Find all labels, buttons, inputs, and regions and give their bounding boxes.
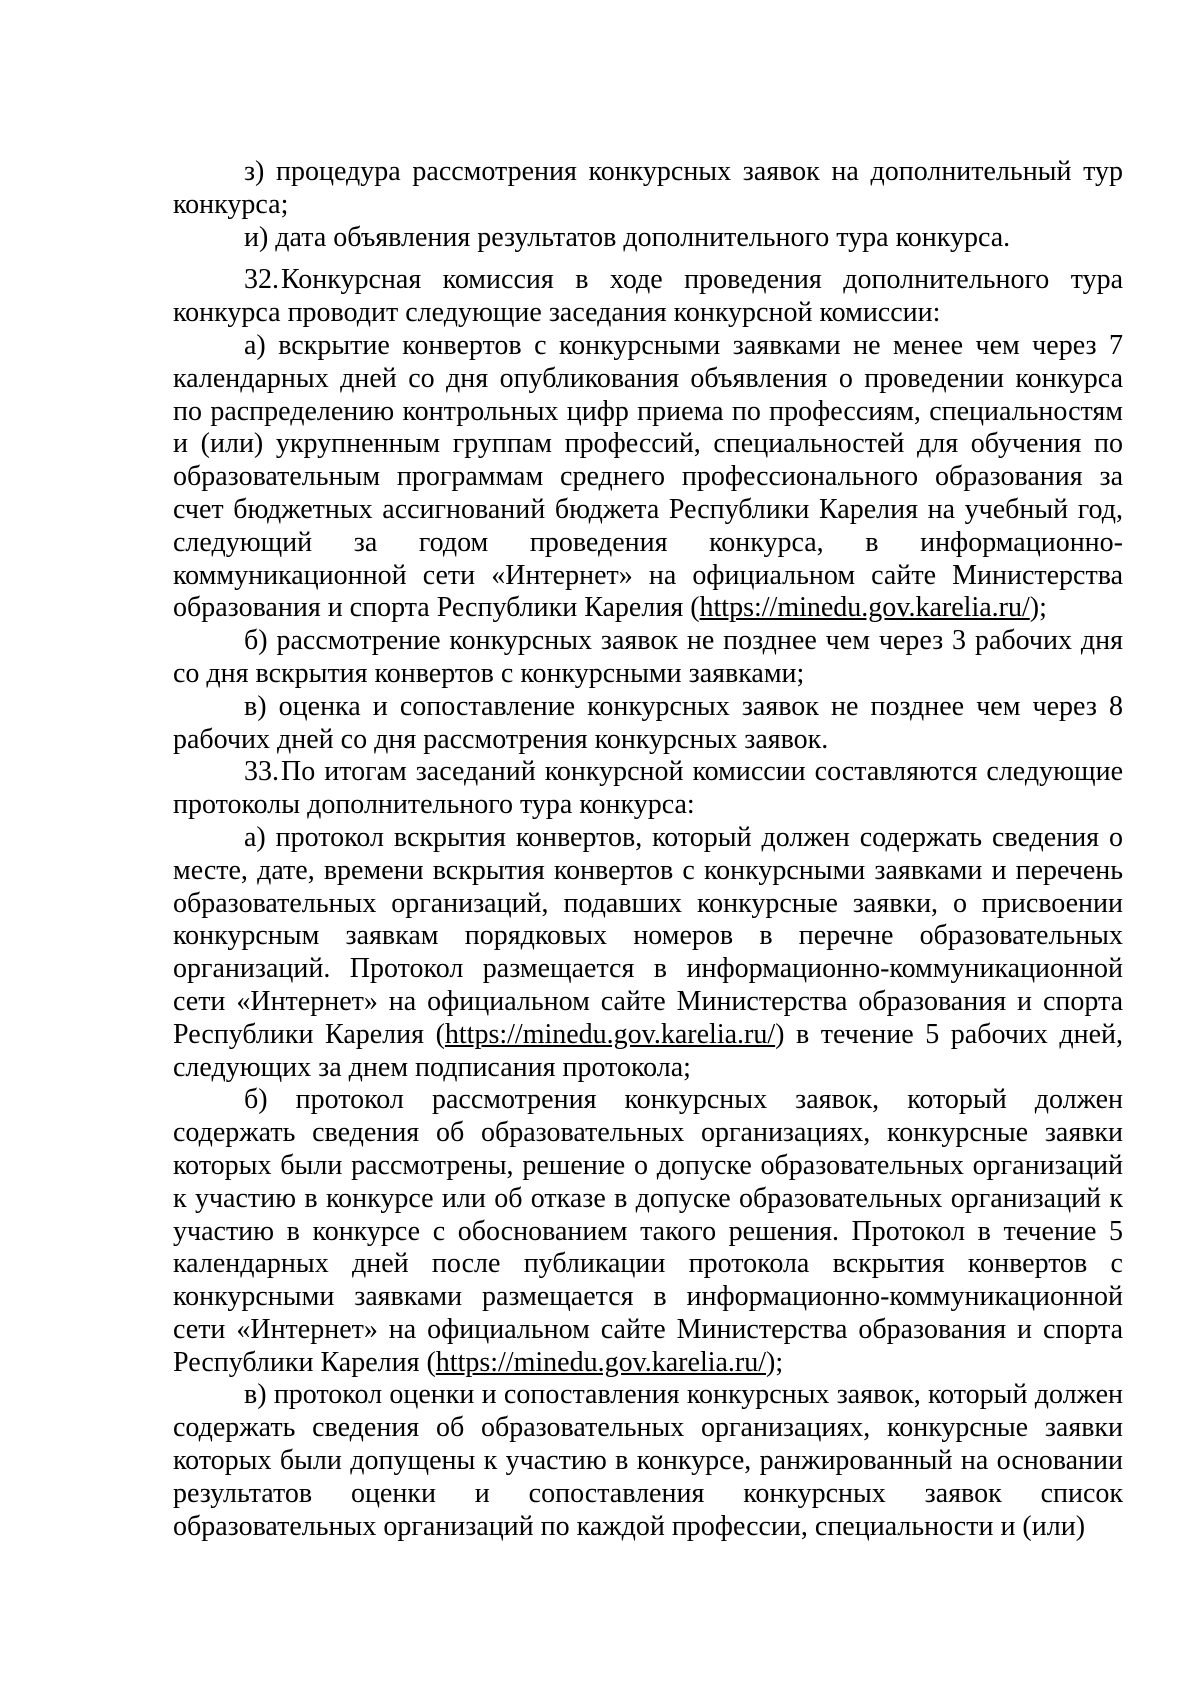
clause-text: По итогам заседаний конкурсной комиссии составляются следующие протоколы дополнительного тура конкурса:: [173, 756, 1123, 821]
item-33-b: [173, 1084, 1123, 1379]
clause-32: [173, 264, 1123, 330]
item-32-b: б) рассмотрение конкурсных заявок не позднее чем через 3 рабочих дня со дня вскрытия конвертов с конкурсными заявками;: [173, 625, 1123, 689]
clause-text: Конкурсная комиссия в ходе проведения дополнительного тура конкурса проводит следующие заседания конкурсной комиссии:: [173, 264, 1123, 329]
item-33-a: [173, 822, 1123, 1084]
item-text: а) вскрытие конвертов с конкурсными заявками не менее чем через 7 календарных дней со дня опубликования объявления о проведении конкурса по распределению контрольных цифр приема по профессиям, специальностям и (или) укрупненным группам профессий, специальностей для обучения по образовательным программам среднего профессионального образования за счет бюджетных ассигнований бюджета Республики Карелия на учебный год, следующий за годом проведения конкурса, в информационно-коммуникационной сети «Интернет» на официальном сайте Министерства образования и спорта Республики Карелия (: [173, 329, 1123, 624]
clause-number: 33.: [244, 756, 279, 788]
clause-33: [173, 756, 1123, 822]
item-i: и) дата объявления результатов дополнительного тура конкурса.: [244, 221, 1011, 253]
item-text: б) протокол рассмотрения конкурсных заявок, который должен содержать сведения об образовательных организациях, конкурсные заявки которых были рассмотрены, решение о допуске образовательных организаций к участию в конкурсе или об отказе в допуске образовательных организаций к участию в конкурсе с обоснованием такого решения. Протокол в течение 5 календарных дней после публикации протокола вскрытия конвертов с конкурсными заявками размещается в информационно-коммуникационной сети «Интернет» на официальном сайте Министерства образования и спорта Республики Карелия (: [173, 1084, 1123, 1378]
item-text: а) протокол вскрытия конвертов, который должен содержать сведения о месте, дате, времени вскрытия конвертов с конкурсными заявками и перечень образовательных организаций, подавших конкурсные заявки, о присвоении конкурсным заявкам порядковых номеров в перечне образовательных организаций. Протокол размещается в информационно-коммуникационной сети «Интернет» на официальном сайте Министерства образования и спорта Республики Карелия (: [173, 821, 1123, 1050]
item-32-v: в) оценка и сопоставление конкурсных заявок не позднее чем через 8 рабочих дней со дня рассмотрения конкурсных заявок.: [173, 690, 1123, 755]
ministry-site-link[interactable]: https://minedu.gov.karelia.ru/: [444, 1018, 776, 1050]
item-text-end: ) в течение 5 рабочих дней, следующих за днем подписания протокола;: [173, 1018, 1123, 1083]
item-32-a: [173, 330, 1123, 625]
item-text-end: );: [1029, 592, 1047, 624]
ministry-site-link[interactable]: https://minedu.gov.karelia.ru/: [699, 592, 1030, 624]
document-body: [173, 156, 1123, 1543]
clause-number: 32.: [244, 264, 279, 296]
item-text-end: );: [766, 1346, 784, 1378]
item-z: з) процедура рассмотрения конкурсных заявок на дополнительный тур конкурса;: [173, 156, 1123, 220]
item-33-v: в) протокол оценки и сопоставления конкурсных заявок, который должен содержать сведения об образовательных организациях, конкурсные заявки которых были допущены к участию в конкурсе, ранжированный на основании результатов оценки и сопоставления конкурсных заявок список образовательных организаций по каждой профессии, специальности и (или): [173, 1379, 1123, 1542]
ministry-site-link[interactable]: https://minedu.gov.karelia.ru/: [435, 1346, 767, 1378]
